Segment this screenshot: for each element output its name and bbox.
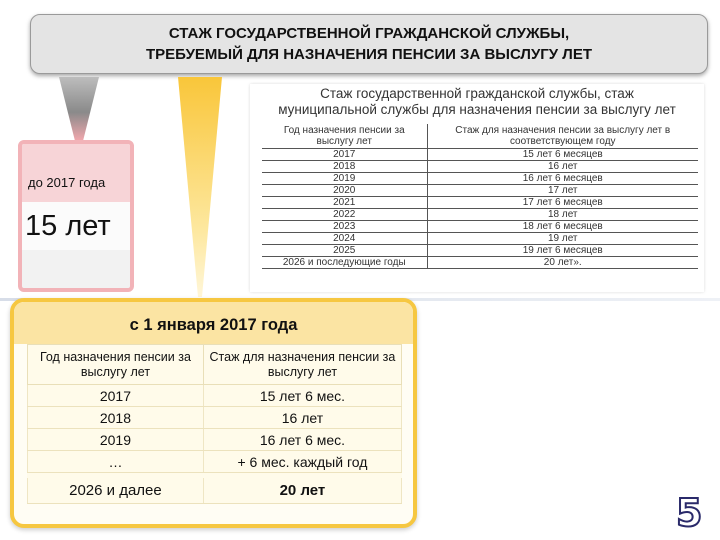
table-row [262, 160, 698, 172]
law-excerpt-heading [250, 84, 704, 118]
table-row-final [28, 478, 402, 504]
before-2017-value: 15 лет [22, 202, 130, 250]
law-cell: 2021 [262, 196, 427, 208]
title-line-2: ТРЕБУЕМЫЙ ДЛЯ НАЗНАЧЕНИЯ ПЕНСИИ ЗА ВЫСЛУГУ ЛЕТ [145, 46, 592, 63]
law-cell: 17 лет [427, 184, 698, 196]
law-cell: 2024 [262, 232, 427, 244]
law-cell: 18 лет [427, 208, 698, 220]
service-cell: 16 лет 6 мес. [203, 429, 401, 451]
law-cell: 2022 [262, 208, 427, 220]
law-cell: 19 лет [427, 232, 698, 244]
table-row [262, 172, 698, 184]
table-row [262, 148, 698, 160]
law-col-year: Год назначения пенсии за выслугу лет [262, 124, 427, 148]
page-title [30, 14, 708, 74]
before-2017-label: до 2017 года [22, 144, 130, 202]
law-heading-line-1: Стаж государственной гражданской службы, стаж [320, 86, 634, 101]
law-cell: 2025 [262, 244, 427, 256]
year-cell: 2019 [28, 429, 204, 451]
law-cell: 2023 [262, 220, 427, 232]
law-cell: 17 лет 6 месяцев [427, 196, 698, 208]
law-excerpt-panel [250, 84, 704, 292]
law-cell: 15 лет 6 месяцев [427, 148, 698, 160]
year-cell: 2018 [28, 407, 204, 429]
law-cell: 16 лет 6 месяцев [427, 172, 698, 184]
slide-number: 5 [676, 491, 703, 535]
year-cell: 2017 [28, 385, 204, 407]
table-row [262, 244, 698, 256]
year-cell: 2026 и далее [28, 478, 204, 504]
col-service-header: Стаж для назначения пенсии за выслугу лет [203, 345, 401, 385]
service-cell: + 6 мес. каждый год [203, 451, 401, 473]
title-line-1: СТАЖ ГОСУДАРСТВЕННОЙ ГРАЖДАНСКОЙ СЛУЖБЫ, [168, 25, 570, 42]
table-row [262, 232, 698, 244]
service-cell: 20 лет [203, 478, 401, 504]
law-col-service: Стаж для назначения пенсии за выслугу лет в соответствующем году [427, 124, 698, 148]
law-cell: 2026 и последующие годы [262, 256, 427, 268]
table-row [262, 208, 698, 220]
law-cell: 20 лет». [427, 256, 698, 268]
law-cell: 2020 [262, 184, 427, 196]
table-row [262, 220, 698, 232]
before-2017-card [18, 140, 134, 292]
law-excerpt-table [262, 124, 698, 269]
law-cell: 19 лет 6 месяцев [427, 244, 698, 256]
table-row [262, 256, 698, 268]
year-cell: … [28, 451, 204, 473]
law-cell: 2018 [262, 160, 427, 172]
law-cell: 2019 [262, 172, 427, 184]
from-2017-header: с 1 января 2017 года [14, 302, 413, 344]
service-cell: 16 лет [203, 407, 401, 429]
service-cell: 15 лет 6 мес. [203, 385, 401, 407]
from-2017-card [10, 298, 417, 528]
table-row [28, 407, 402, 429]
table-row [262, 184, 698, 196]
from-2017-table [27, 344, 402, 504]
law-cell: 16 лет [427, 160, 698, 172]
table-row [28, 451, 402, 473]
table-row [28, 385, 402, 407]
law-heading-line-2: муниципальной службы для назначения пенсии за выслугу лет [278, 102, 676, 117]
table-row [28, 429, 402, 451]
table-row [262, 196, 698, 208]
col-year-header: Год назначения пенсии за выслугу лет [28, 345, 204, 385]
gray-arrow-funnel [57, 75, 101, 145]
law-cell: 18 лет 6 месяцев [427, 220, 698, 232]
law-cell: 2017 [262, 148, 427, 160]
yellow-arrow-funnel [176, 75, 226, 300]
